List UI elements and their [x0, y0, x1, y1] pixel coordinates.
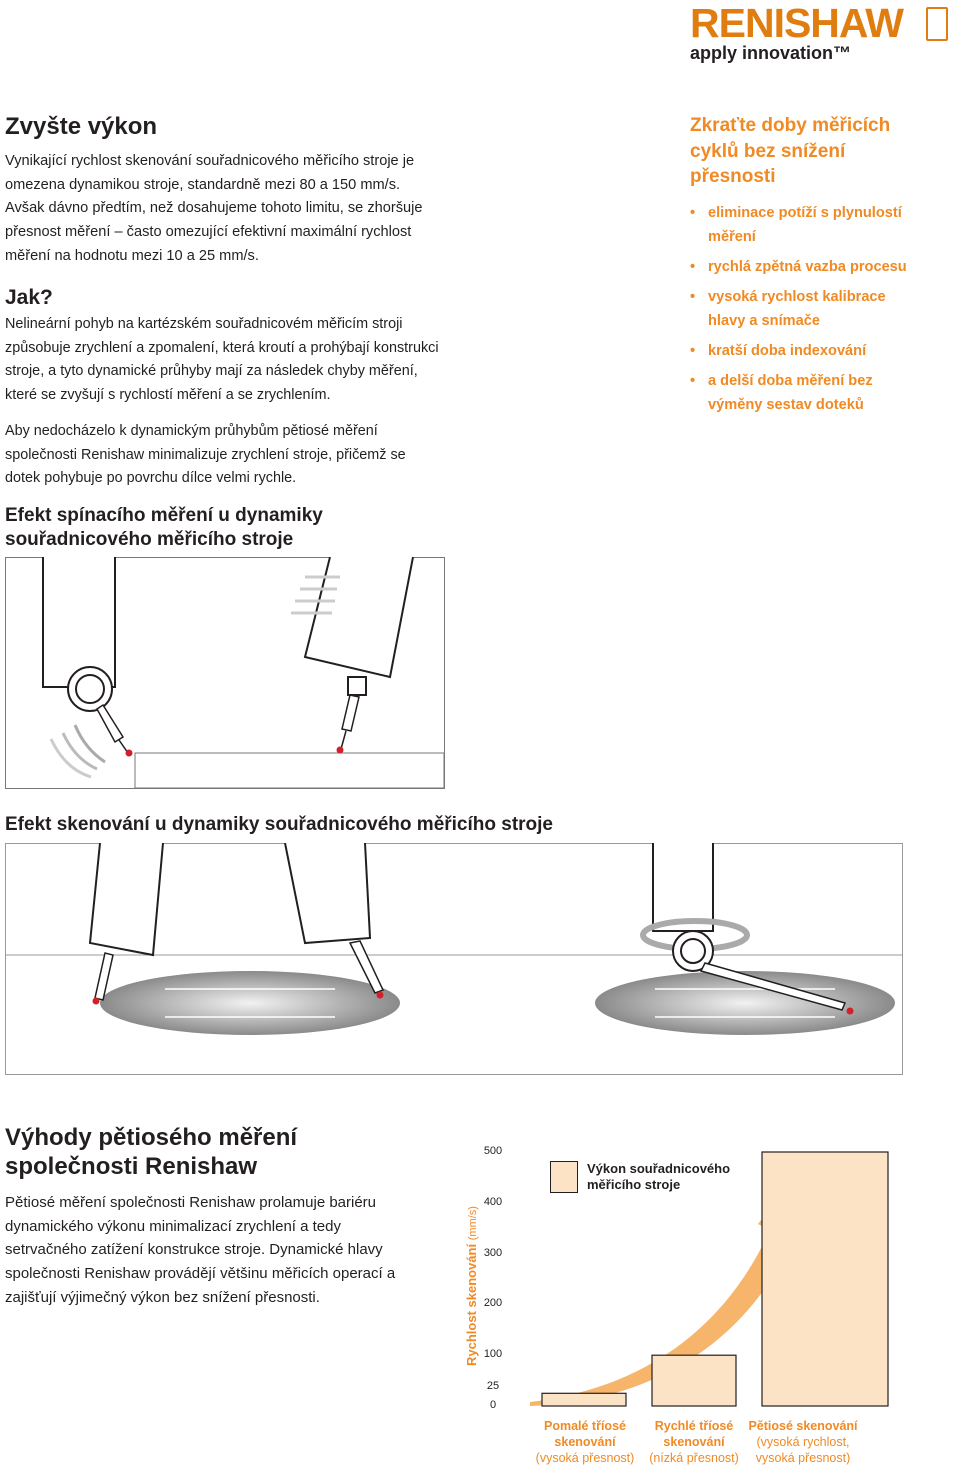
- logo-mark-icon: [926, 7, 948, 41]
- jak-paragraph-2: Aby nedocházelo k dynamickým průhybům pětiosé měření společnosti Renishaw minimalizuje zrychlení stroje, přičemž se dotek pohybuje po povrchu dílce velmi rychle.: [5, 423, 406, 487]
- category-note: (vysoká rychlost, vysoká přesnost): [755, 1435, 851, 1465]
- legend: [550, 1161, 800, 1193]
- right-heading: Zkraťte doby měřicích cyklů bez snížení přesnosti: [690, 115, 891, 187]
- legend-swatch: [550, 1161, 578, 1193]
- brand-name: RENISHAW: [690, 0, 903, 46]
- ylabel-unit: (mm/s): [467, 1206, 479, 1241]
- scanning-illustration: [5, 843, 903, 1075]
- category-name: Pětiosé skenování: [748, 1419, 858, 1433]
- jak-heading: Jak?: [5, 286, 53, 309]
- ylabel: [464, 1196, 480, 1376]
- list-item: • rychlá zpětná vazba procesu: [690, 255, 915, 279]
- x-tick-label: [738, 1418, 868, 1466]
- list-item: • eliminace potíží s plynulostí měření: [690, 201, 915, 249]
- list-item: • kratší doba indexování: [690, 339, 915, 363]
- bar: [652, 1355, 736, 1406]
- bar: [542, 1393, 626, 1406]
- benefits-heading: Výhody pětiosého měření společnosti Renishaw: [5, 1124, 298, 1180]
- y-tick-label: 400: [483, 1195, 503, 1208]
- benefits-text: Pětiosé měření společnosti Renishaw prolamuje bariéru dynamického výkonu minimalizací zrychlení a tedy setrvačného zatížení konstrukce stroje. Dynamické hlavy společnosti Renishaw provádějí většinu měřicích operací a zajišťují výjimečný výkon bez snížení přesnosti.: [5, 1194, 396, 1306]
- y-tick-label: 0: [489, 1399, 497, 1411]
- ylabel-text: Rychlost skenování: [464, 1243, 479, 1366]
- list-item: • a delší doba měření bez výměny sestav doteků: [690, 369, 915, 417]
- list-item: • vysoká rychlost kalibrace hlavy a snímače: [690, 285, 915, 333]
- y-tick-label: 100: [483, 1348, 503, 1361]
- y-tick-label: 25: [486, 1380, 500, 1393]
- touch-trigger-heading: Efekt spínacího měření u dynamiky souřadnicového měřicího stroje: [5, 505, 323, 550]
- scanning-heading: Efekt skenování u dynamiky souřadnicového měřicího stroje: [5, 814, 554, 835]
- category-name: Rychlé tříosé skenování: [654, 1419, 734, 1449]
- legend-label: Výkon souřadnicového měřicího stroje: [587, 1161, 731, 1192]
- y-tick-label: 500: [483, 1145, 503, 1157]
- intro-text: Vynikající rychlost skenování souřadnicového měřicího stroje je omezena dynamikou stroje, standardně mezi 80 a 150 mm/s. Avšak dávno předtím, než dosahujeme tohoto limitu, se zhoršuje přesnost měření – často omezující efektivní maximální rychlost měření na hodnotu mezi 10 a 25 mm/s.: [5, 153, 423, 264]
- brand-logo: [690, 0, 955, 69]
- category-note: (vysoká přesnost): [535, 1451, 635, 1465]
- y-tick-label: 200: [483, 1297, 503, 1310]
- touch-trigger-illustration: [5, 557, 445, 789]
- brand-tagline: apply innovation™: [690, 43, 852, 63]
- page-title: Zvyšte výkon: [5, 113, 158, 140]
- category-name: Pomalé tříosé skenování: [544, 1419, 626, 1449]
- y-tick-label: 300: [483, 1246, 503, 1259]
- category-note: (nízká přesnost): [649, 1451, 739, 1465]
- jak-paragraph-1: Nelineární pohyb na kartézském souřadnicovém měřicím stroji způsobuje zrychlení a zpomalení, která kroutí a prohýbají konstrukci stroje, a tyto dynamické průhyby mají za následek chyby měření, které se zvyšují s rychlostí měření a se zrychlením.: [5, 316, 439, 404]
- benefit-list: [690, 201, 915, 423]
